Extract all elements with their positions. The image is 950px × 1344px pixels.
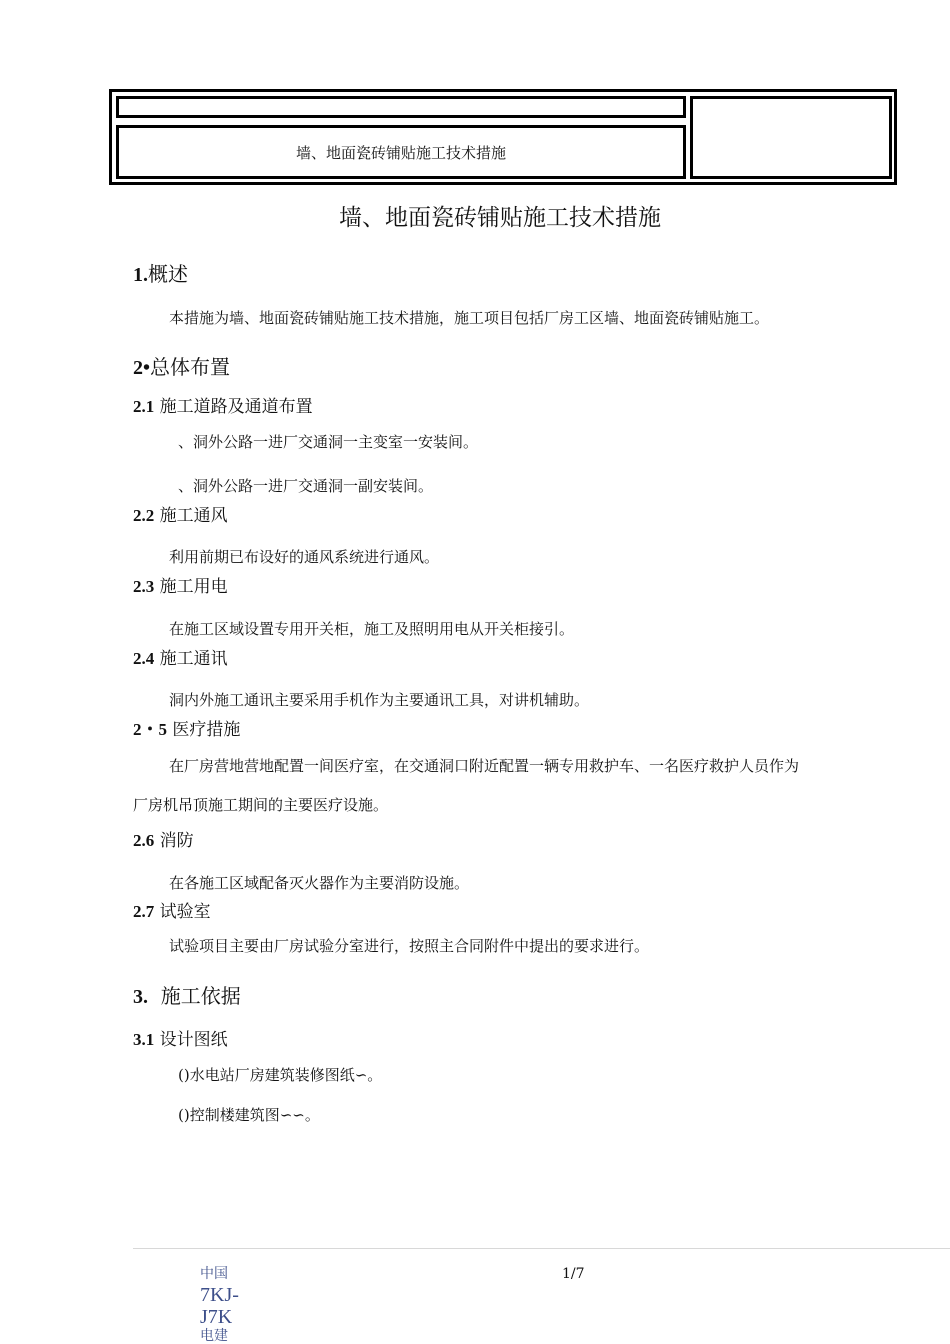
list-item: 、洞外公路一进厂交通洞一副安装间。 — [178, 477, 434, 495]
subsection-number: 2.3 — [133, 577, 155, 596]
subsection-title: 消防 — [159, 831, 194, 851]
header-table — [109, 89, 897, 185]
logo-line: 电建 — [200, 1328, 228, 1344]
section-title: 总体布置 — [150, 355, 231, 379]
subsection-title: 设计图纸 — [159, 1030, 228, 1050]
section-1-heading — [133, 258, 188, 287]
header-cell-side — [690, 96, 892, 179]
subsection-3-1-heading — [133, 1025, 228, 1050]
subsection-2-6-heading — [133, 826, 194, 851]
subsection-2-1-heading — [133, 392, 313, 417]
logo-line: 7KJ- — [200, 1284, 239, 1306]
subsection-title: 试验室 — [159, 902, 211, 922]
section-number: 2• — [133, 357, 151, 379]
subsection-2-4-heading — [133, 644, 228, 669]
paragraph: 在各施工区域配备灭火器作为主要消防设施。 — [169, 874, 470, 892]
section-title: 概述 — [148, 262, 188, 286]
list-item: 、洞外公路一进厂交通洞一主变室一安装间。 — [178, 433, 479, 451]
subsection-number: 3.1 — [133, 1030, 155, 1049]
subsection-number: 2・5 — [133, 720, 167, 739]
page-number: 1/7 — [562, 1266, 585, 1282]
paragraph-continuation: 厂房机吊顶施工期间的主要医疗设施。 — [133, 796, 389, 814]
header-cell-title: 墙、地面瓷砖铺贴施工技术措施 — [116, 125, 686, 179]
paragraph: 本措施为墙、地面瓷砖铺贴施工技术措施，施工项目包括厂房工区墙、地面瓷砖铺贴施工。 — [169, 309, 770, 327]
subsection-title: 施工通讯 — [159, 649, 228, 669]
section-number: 3. — [133, 986, 148, 1008]
paragraph: 在厂房营地营地配置一间医疗室，在交通洞口附近配置一辆专用救护车、一名医疗救护人员作为 — [169, 757, 800, 775]
list-item: ()水电站厂房建筑装修图纸∽。 — [178, 1066, 383, 1084]
subsection-number: 2.6 — [133, 831, 155, 850]
subsection-title: 施工道路及通道布置 — [159, 397, 313, 417]
paragraph: 洞内外施工通讯主要采用手机作为主要通讯工具，对讲机辅助。 — [169, 691, 590, 709]
section-2-heading — [133, 351, 230, 380]
paragraph: 试验项目主要由厂房试验分室进行，按照主合同附件中提出的要求进行。 — [169, 937, 650, 955]
section-3-heading — [133, 980, 241, 1009]
subsection-title: 施工通风 — [159, 506, 228, 526]
subsection-2-5-heading — [133, 715, 240, 740]
paragraph: 利用前期已布设好的通风系统进行通风。 — [169, 548, 440, 566]
section-number: 1. — [133, 264, 148, 286]
subsection-title: 医疗措施 — [172, 720, 241, 740]
subsection-title: 施工用电 — [159, 577, 228, 597]
header-cell-empty — [116, 96, 686, 118]
company-logo — [200, 1267, 239, 1343]
subsection-2-7-heading — [133, 897, 211, 922]
subsection-number: 2.1 — [133, 397, 155, 416]
document-title: 墙、地面瓷砖铺贴施工技术措施 — [339, 205, 661, 231]
subsection-2-2-heading — [133, 501, 228, 526]
subsection-number: 2.4 — [133, 649, 155, 668]
list-item: ()控制楼建筑图∽∽。 — [178, 1106, 320, 1124]
logo-line: 中国 — [200, 1266, 228, 1282]
subsection-number: 2.2 — [133, 506, 155, 525]
section-title: 施工依据 — [160, 984, 241, 1008]
logo-line: J7K — [200, 1306, 233, 1328]
subsection-number: 2.7 — [133, 902, 155, 921]
paragraph: 在施工区域设置专用开关柜，施工及照明用电从开关柜接引。 — [169, 620, 575, 638]
subsection-2-3-heading — [133, 572, 228, 597]
footer-divider — [133, 1248, 950, 1249]
